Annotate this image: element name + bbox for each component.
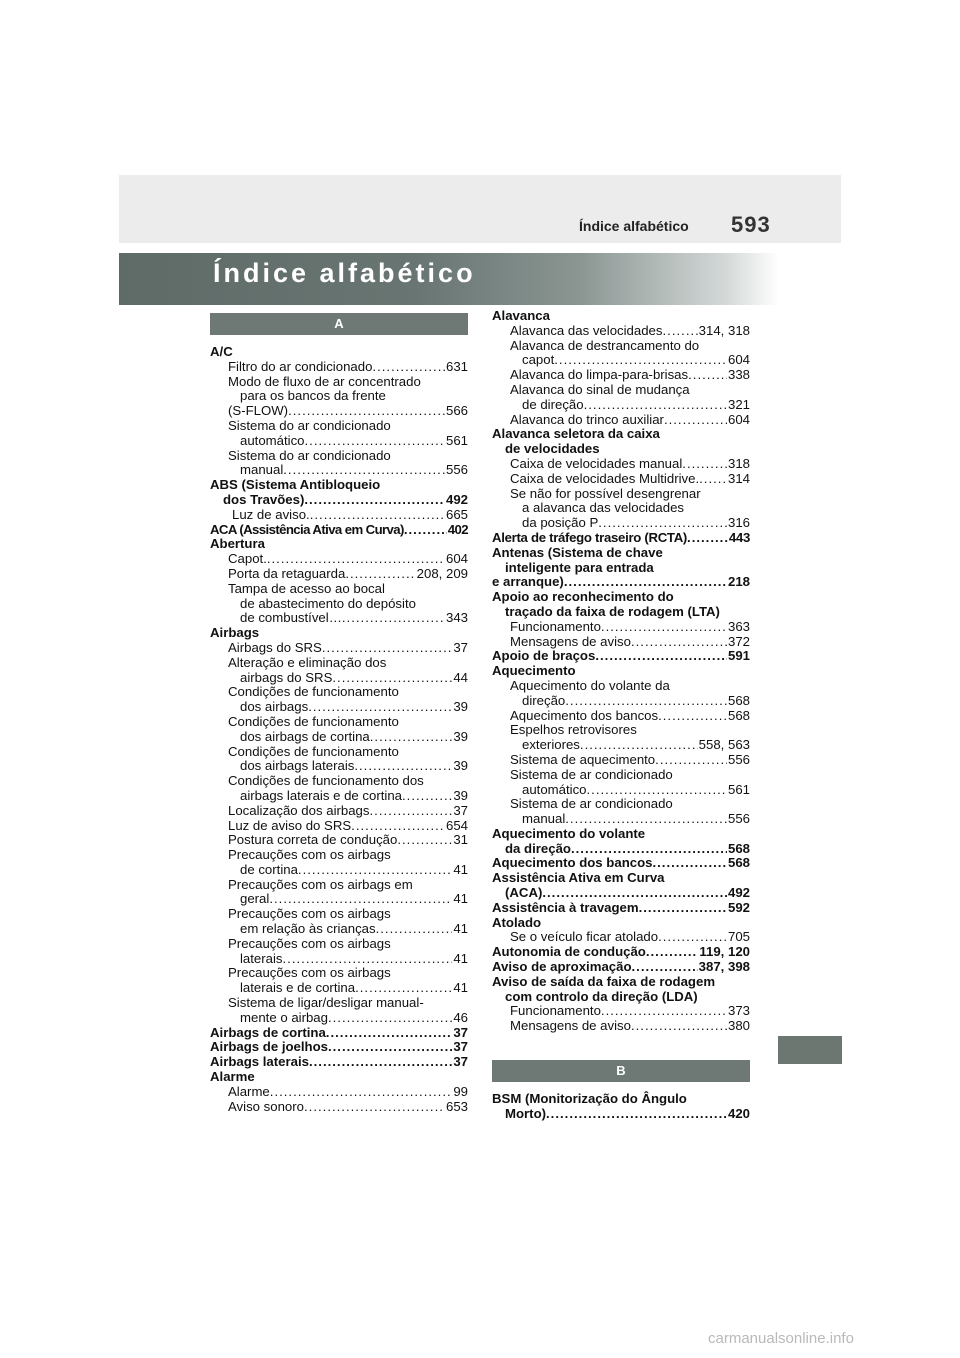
section-header-b: B	[492, 1060, 750, 1082]
index-entry: Aviso sonoro ..... 653	[210, 1100, 468, 1115]
running-header-title: Índice alfabético	[579, 218, 689, 234]
index-entry: Alavanca do trinco auxiliar ..... 604	[492, 413, 750, 428]
index-entry: Filtro do ar condicionado ..... 631	[210, 360, 468, 375]
index-entry: Se o veículo ficar atolado ..... 705	[492, 930, 750, 945]
index-entry: Alarme	[210, 1069, 255, 1085]
index-entry: Sistema de aquecimento ..... 556	[492, 753, 750, 768]
index-entry: Assistência à travagem ..... 592	[492, 901, 750, 916]
index-entry: Airbags de joelhos ..... 37	[210, 1040, 468, 1055]
index-entry: Airbags do SRS ..... 37	[210, 641, 468, 656]
index-entry: Condições de funcionamento dos airbags laterais e de cortina ..... 39	[210, 774, 468, 804]
index-entry: Atolado	[492, 914, 542, 930]
index-entry: Apoio ao reconhecimento do traçado da faixa de rodagem (LTA)	[492, 589, 720, 619]
index-entry: Alavanca do sinal de mudança de direção ..... 321	[492, 383, 750, 413]
index-entry: Aquecimento do volante da direção ..... 568	[492, 827, 750, 857]
index-entry: Porta da retaguarda ..... 208, 209	[210, 567, 468, 582]
page-number: 593	[731, 212, 771, 237]
index-entry: Espelhos retrovisores exteriores ..... 558, 563	[492, 723, 750, 753]
index-entry: Tampa de acesso ao bocal de abastecimento do depósito de combustível… ..... 343	[210, 582, 468, 626]
index-entry: ABS (Sistema Antibloqueio dos Travões) ..... 492	[210, 478, 468, 508]
page-title: Índice alfabético	[213, 258, 476, 288]
index-entry: Autonomia de condução ..... 119, 120	[492, 945, 750, 960]
index-entry: Sistema de ar condicionado manual ..... 556	[492, 797, 750, 827]
index-entry: BSM (Monitorização do Ângulo Morto) ..... 420	[492, 1092, 750, 1122]
index-entry: Aviso de aproximação ..... 387, 398	[492, 960, 750, 975]
index-entry: Se não for possível desengrenar a alavanca das velocidades da posição P ..... 316	[492, 487, 750, 531]
section-header-a: A	[210, 313, 468, 335]
index-entry: Sistema de ligar/desligar manual- mente o airbag ..... 46	[210, 996, 468, 1026]
index-entry: ACA (Assistência Ativa em Curva) ..... 402	[210, 523, 468, 538]
index-entry: Precauções com os airbags em geral ..... 41	[210, 878, 468, 908]
index-entry: Apoio de braços ..... 591	[492, 649, 750, 664]
index-entry: Alavanca seletora da caixa de velocidades	[492, 426, 660, 457]
index-entry: Postura correta de condução ..... 31	[210, 833, 468, 848]
index-entry: Airbags laterais ..... 37	[210, 1055, 468, 1070]
index-entry: Antenas (Sistema de chave inteligente para entrada e arranque) ..... 218	[492, 546, 750, 590]
index-entry: Precauções com os airbags laterais e de cortina ..... 41	[210, 966, 468, 996]
index-entry: Sistema de ar condicionado automático ..... 561	[492, 768, 750, 798]
index-entry: Precauções com os airbags de cortina ..... 41	[210, 848, 468, 878]
index-entry: Sistema do ar condicionado automático ..... 561	[210, 419, 468, 449]
index-entry: Funcionamento ..... 373	[492, 1004, 750, 1019]
index-entry: Funcionamento ..... 363	[492, 620, 750, 635]
index-entry: Aquecimento dos bancos ..... 568	[492, 856, 750, 871]
index-entry: Abertura	[210, 536, 265, 552]
index-entry: Aquecimento do volante da direção ..... 568	[492, 679, 750, 709]
side-thumb-tab[interactable]	[778, 1036, 842, 1064]
index-entry: Mensagens de aviso ..... 372	[492, 635, 750, 650]
index-column-right	[492, 309, 750, 1122]
index-entry: Sistema do ar condicionado manual ..... 556	[210, 449, 468, 479]
index-entry: Alarme ..... 99	[210, 1085, 468, 1100]
index-entry: Airbags de cortina ..... 37	[210, 1026, 468, 1041]
index-entry: Mensagens de aviso ..... 380	[492, 1019, 750, 1034]
index-entry: Alavanca	[492, 308, 550, 323]
index-entry: Caixa de velocidades manual ..... 318	[492, 457, 750, 472]
index-entry: Precauções com os airbags laterais ..... 41	[210, 937, 468, 967]
index-entry: Aviso de saída da faixa de rodagem com controlo da direção (LDA)	[492, 973, 716, 1004]
index-entry: Alteração e eliminação dos airbags do SRS ..... 44	[210, 656, 468, 686]
index-entry: Modo de fluxo de ar concentrado para os bancos da frente (S-FLOW) ..... 566	[210, 375, 468, 419]
index-entry: Alerta de tráfego traseiro (RCTA) ..... 443	[492, 531, 750, 546]
index-entry: Assistência Ativa em Curva (ACA) ..... 492	[492, 871, 750, 901]
index-entry: Condições de funcionamento dos airbags de cortina ..... 39	[210, 715, 468, 745]
index-entry: Luz de aviso. ..... 665	[210, 508, 468, 523]
index-entry: Precauções com os airbags em relação às crianças ..... 41	[210, 907, 468, 937]
index-entry: Alavanca das velocidades ..... 314, 318	[492, 324, 750, 339]
index-entry: Capot. ..... 604	[210, 552, 468, 567]
index-entry: Aquecimento	[492, 663, 576, 679]
index-entry: Luz de aviso do SRS ..... 654	[210, 819, 468, 834]
index-entry: A/C	[210, 344, 233, 359]
index-column-left	[210, 313, 468, 1114]
index-entry: Alavanca de destrancamento do capot ..... 604	[492, 339, 750, 369]
index-entry: Alavanca do limpa-para-brisas ..... 338	[492, 368, 750, 383]
index-entry: Caixa de velocidades Multidrive. ..... 314	[492, 472, 750, 487]
index-entry: Condições de funcionamento dos airbags ..... 39	[210, 685, 468, 715]
index-entry: Airbags	[210, 625, 260, 641]
index-entry: Aquecimento dos bancos ..... 568	[492, 709, 750, 724]
index-entry: Condições de funcionamento dos airbags laterais ..... 39	[210, 745, 468, 775]
index-entry: Localização dos airbags ..... 37	[210, 804, 468, 819]
watermark: carmanualsonline.info	[708, 1330, 854, 1347]
